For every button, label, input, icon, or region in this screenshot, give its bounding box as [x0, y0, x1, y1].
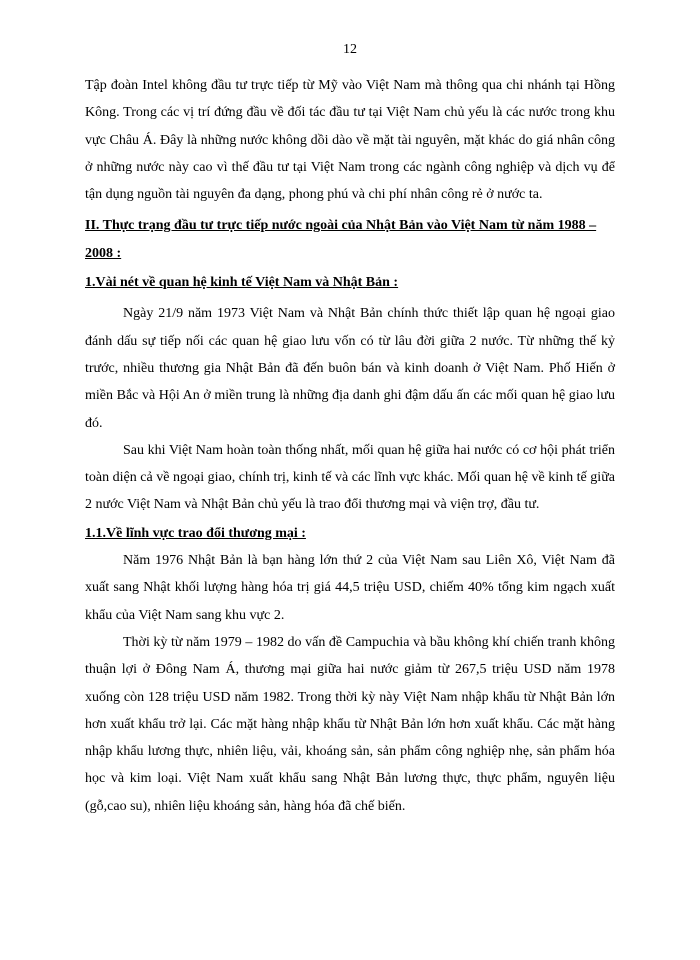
subsection-heading-1-1: 1.1.Về lĩnh vực trao đổi thương mại :	[85, 525, 306, 541]
page-number: 12	[343, 42, 357, 57]
page-content	[85, 72, 615, 820]
paragraph-trade-1: Năm 1976 Nhật Bản là bạn hàng lớn thứ 2 của Việt Nam sau Liên Xô, Việt Nam đã xuất sang Nhật khối lượng hàng hóa trị giá 44,5 triệu USD, chiếm 40% tổng kim ngạch xuất khẩu của Việt Nam sang khu vực 2.	[85, 553, 615, 623]
paragraph-relations-1: Ngày 21/9 năm 1973 Việt Nam và Nhật Bản chính thức thiết lập quan hệ ngoại giao đánh dấu sự tiếp nối các quan hệ giao lưu vốn có từ lâu đời giữa 2 nước. Từ những thế kỷ trước, nhiều thương gia Nhật Bản đã đến buôn bán và kinh doanh ở Việt Nam. Phố Hiến ở miền Bắc và Hội An ở miền trung là những địa danh ghi đậm dấu ấn các mối quan hệ giao lưu đó.	[85, 306, 615, 431]
section-heading-ii: II. Thực trạng đầu tư trực tiếp nước ngoài của Nhật Bản vào Việt Nam từ năm 1988 – 2008 :	[85, 218, 597, 261]
paragraph-trade-2: Thời kỳ từ năm 1979 – 1982 do vấn đề Campuchia và bầu không khí chiến tranh không thuận lợi ở Đông Nam Á, thương mại giữa hai nước giảm từ 267,5 triệu USD năm 1978 xuống còn 128 triệu USD năm 1982. Trong thời kỳ này Việt Nam nhập khẩu từ Nhật Bản lớn hơn xuất khẩu trở lại. Các mặt hàng nhập khẩu từ Nhật Bản lớn hơn xuất khẩu. Các mặt hàng nhập khẩu lương thực, nhiên liệu, vải, khoáng sản, sản phẩm công nghiệp nhẹ, sản phẩm hóa học và kim loại. Việt Nam xuất khẩu sang Nhật Bản lương thực, thực phẩm, nguyên liệu (gỗ,cao su), nhiên liệu khoáng sản, hàng hóa đã chế biến.	[85, 634, 615, 814]
paragraph-relations-2: Sau khi Việt Nam hoàn toàn thống nhất, mối quan hệ giữa hai nước có cơ hội phát triển toàn diện cả về ngoại giao, chính trị, kinh tế và các lĩnh vực khác. Mối quan hệ về kinh tế giữa 2 nước Việt Nam và Nhật Bản chủ yếu là trao đổi thương mại và viện trợ, đầu tư.	[85, 442, 615, 513]
subsection-heading-1: 1.Vài nét về quan hệ kinh tế Việt Nam và Nhật Bản :	[85, 275, 399, 291]
paragraph-intro: Tập đoàn Intel không đầu tư trực tiếp từ Mỹ vào Việt Nam mà thông qua chi nhánh tại Hồng Kông. Trong các vị trí đứng đầu về đối tác đầu tư tại Việt Nam chủ yếu là các nước trong khu vực Châu Á. Đây là những nước không dồi dào về mặt tài nguyên, mặt khác do giá nhân công ở những nước này cao vì thế đầu tư tại Việt Nam trong các ngành công nghiệp và dịch vụ để tận dụng nguồn tài nguyên đa dạng, phong phú và chi phí nhân công rẻ ở nước ta.	[85, 78, 615, 203]
